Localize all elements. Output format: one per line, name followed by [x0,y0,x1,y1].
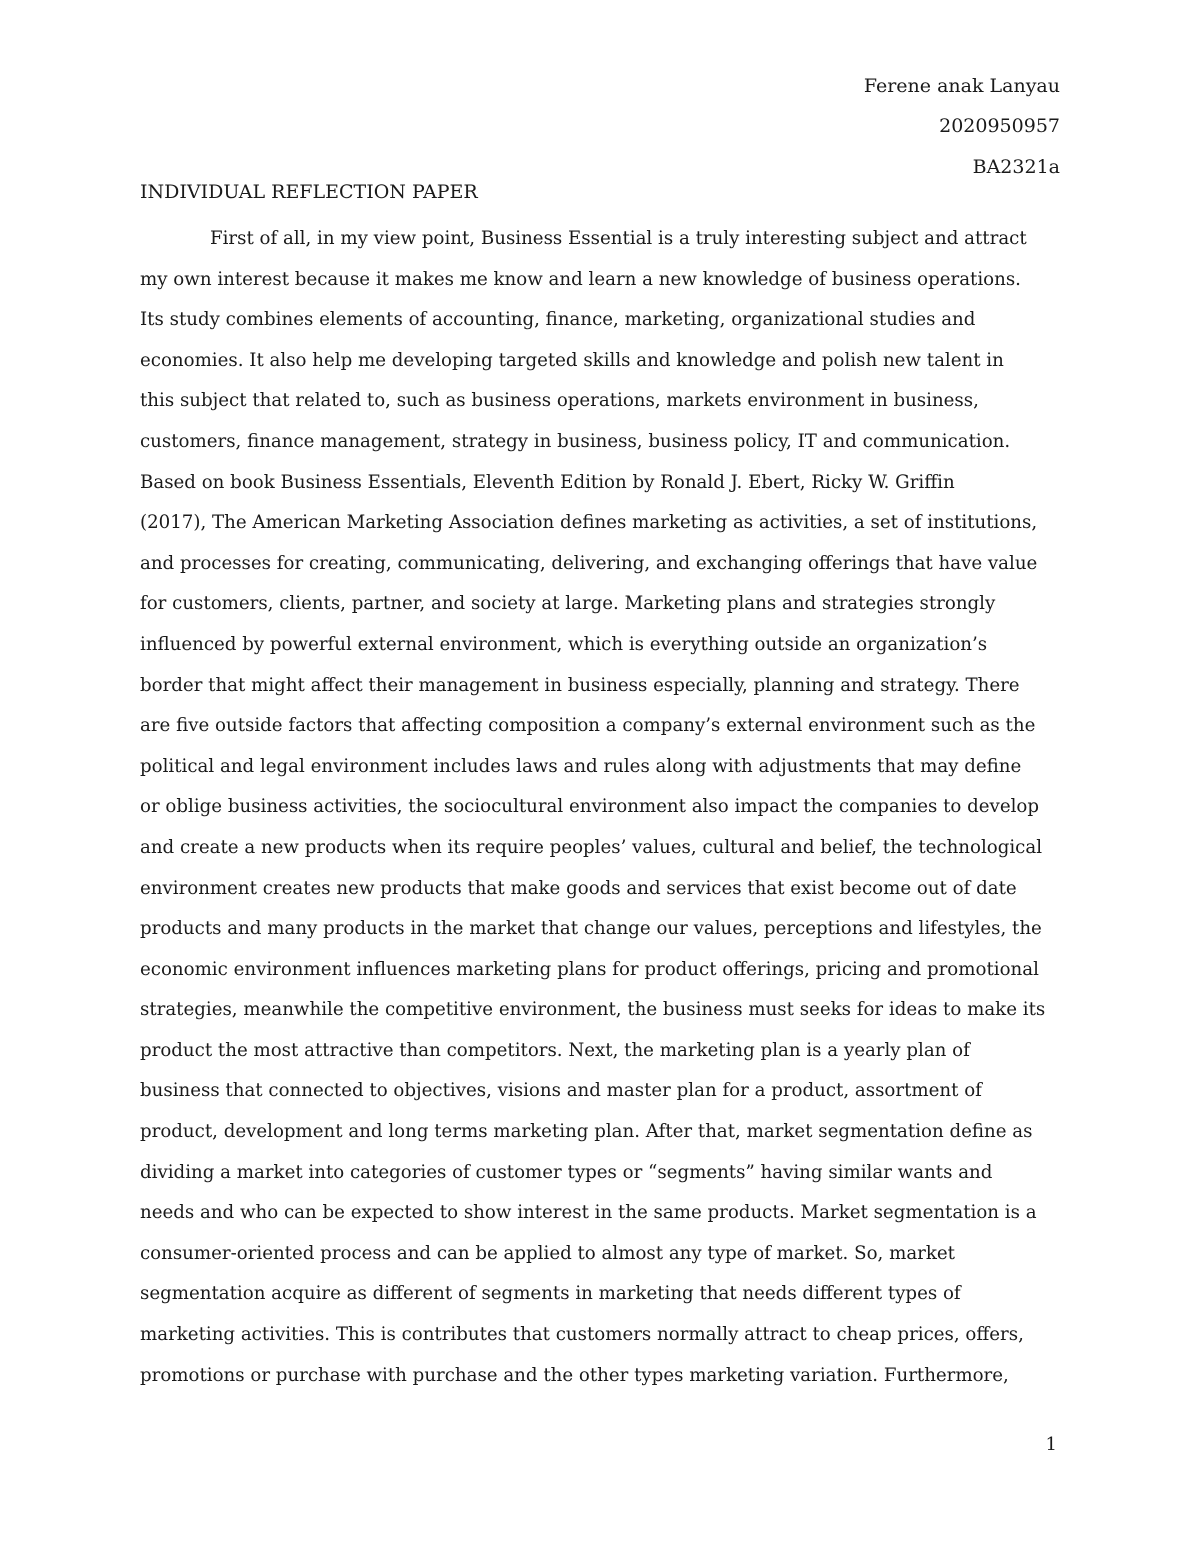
body-line: (2017), The American Marketing Association defines marketing as activities, a set of institutions, [140,512,1038,534]
body-line: Based on book Business Essentials, Eleventh Edition by Ronald J. Ebert, Ricky W. Griffin [140,471,955,493]
paper-title: INDIVIDUAL REFLECTION PAPER [140,181,478,203]
body-line: and create a new products when its require peoples’ values, cultural and belief, the technological [140,836,1043,858]
body-line: Its study combines elements of accounting, finance, marketing, organizational studies and [140,309,976,331]
body-line: marketing activities. This is contributes that customers normally attract to cheap prices, offers, [140,1324,1024,1346]
body-line: customers, finance management, strategy in business, business policy, IT and communication. [140,430,1011,452]
page-number: 1 [1045,1434,1057,1455]
body-line: political and legal environment includes laws and rules along with adjustments that may define [140,755,1022,777]
class-code: BA2321a [972,156,1060,178]
body-line: are five outside factors that affecting composition a company’s external environment such as the [140,715,1036,737]
body-line: dividing a market into categories of customer types or “segments” having similar wants and [140,1161,993,1183]
body-line: needs and who can be expected to show interest in the same products. Market segmentation is a [140,1202,1037,1224]
body-line: business that connected to objectives, visions and master plan for a product, assortment of [140,1080,982,1102]
body-line: for customers, clients, partner, and society at large. Marketing plans and strategies strongly [140,593,996,615]
body-line: product the most attractive than competitors. Next, the marketing plan is a yearly plan of [140,1039,970,1061]
body-line: product, development and long terms marketing plan. After that, market segmentation define as [140,1121,1033,1143]
author-name: Ferene anak Lanyau [863,75,1060,97]
body-line: border that might affect their management in business especially, planning and strategy. There [140,674,1020,696]
body-line: consumer-oriented process and can be applied to almost any type of market. So, market [140,1242,955,1264]
body-line: segmentation acquire as different of segments in marketing that needs different types of [140,1283,961,1305]
body-paragraph [140,225,1060,1402]
student-id: 2020950957 [939,115,1060,137]
body-line: First of all, in my view point, Business Essential is a truly interesting subject and attract [210,228,1027,249]
body-line: influenced by powerful external environment, which is everything outside an organization’s [140,633,988,655]
body-line: strategies, meanwhile the competitive environment, the business must seeks for ideas to make its [140,999,1046,1021]
body-line: economic environment influences marketing plans for product offerings, pricing and promotional [140,958,1039,980]
body-line: my own interest because it makes me know and learn a new knowledge of business operations. [140,268,1021,290]
body-line: or oblige business activities, the sociocultural environment also impact the companies to develop [140,796,1040,818]
body-line: and processes for creating, communicating, delivering, and exchanging offerings that have value [140,552,1038,574]
body-line: environment creates new products that make goods and services that exist become out of date [140,877,1017,899]
body-line: products and many products in the market that change our values, perceptions and lifestyles, the [140,918,1042,940]
body-line: economies. It also help me developing targeted skills and knowledge and polish new talent in [140,349,1004,371]
body-line: this subject that related to, such as business operations, markets environment in business, [140,390,979,412]
body-line: promotions or purchase with purchase and the other types marketing variation. Furthermore, [140,1364,1009,1386]
